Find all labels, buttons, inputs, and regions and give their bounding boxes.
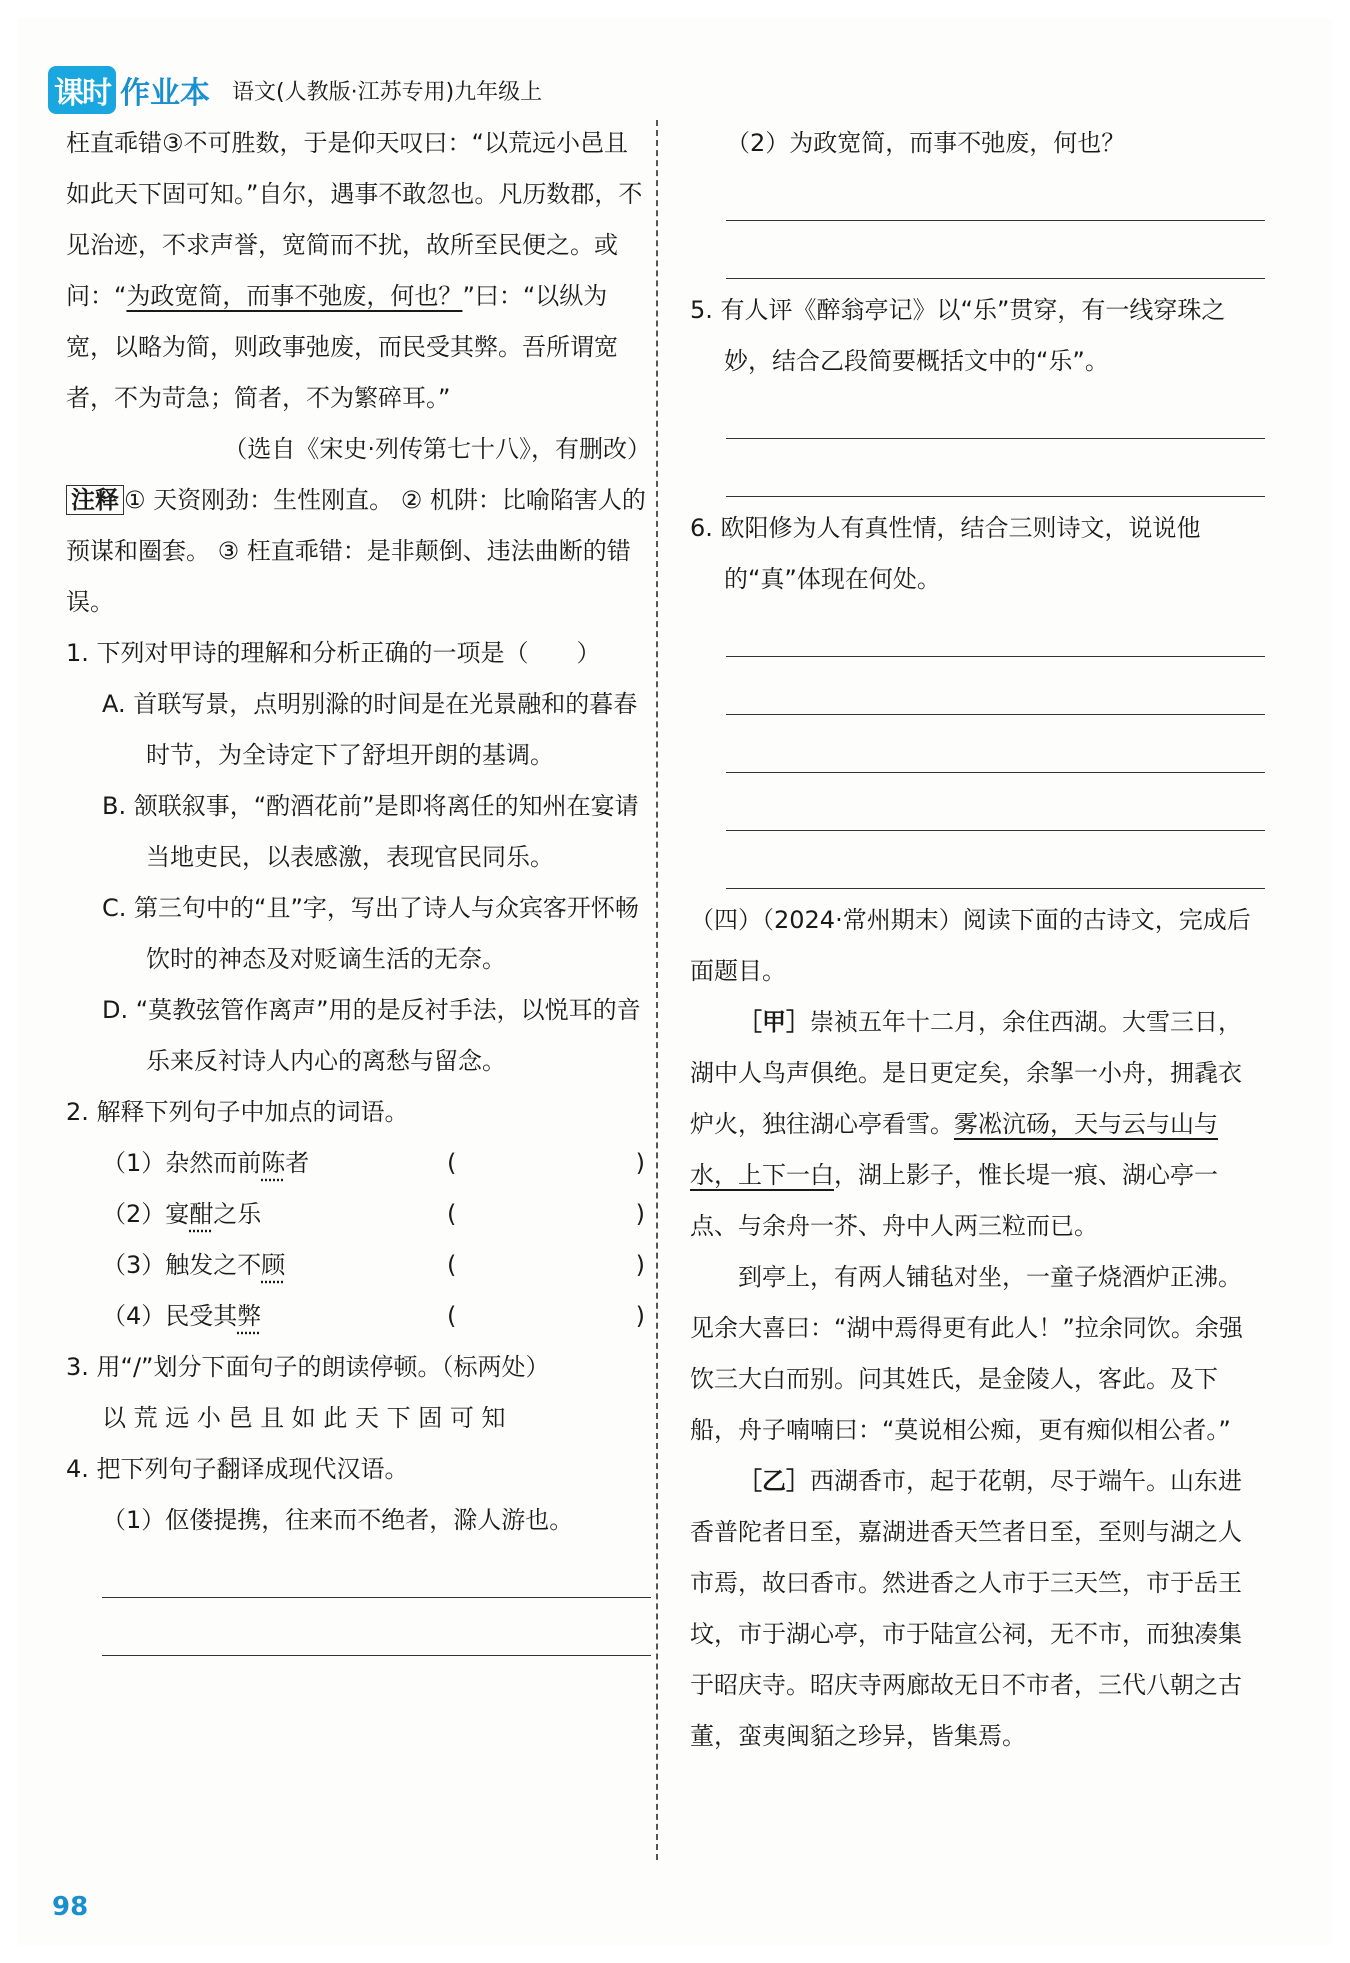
answer-line[interactable] — [726, 779, 1265, 831]
yi-tag: ［乙］ — [738, 1467, 810, 1495]
q2-item: （4）民受其弊 ( ) — [66, 1291, 651, 1342]
q1-option-b[interactable]: B. 颔联叙事，“酌酒花前”是即将离任的知州在宴请当地吏民，以表感激，表现官民同乐。 — [102, 792, 639, 871]
logo-box: 课时 — [48, 66, 116, 114]
answer-line[interactable] — [726, 445, 1265, 497]
answer-line[interactable] — [726, 605, 1265, 657]
right-column — [690, 118, 1265, 1762]
answer-blank[interactable]: ( ) — [447, 1302, 645, 1330]
notes: 注释 ① 天资刚劲：生性刚直。 ② 机阱：比喻陷害人的预谋和圈套。 ③ 枉直乖错：是非颠倒、违法曲断的错误。 — [66, 486, 646, 616]
left-column — [66, 118, 651, 1662]
question-5: 5. 有人评《醉翁亭记》以“乐”贯穿，有一线穿珠之妙，结合乙段简要概括文中的“乐”。 — [690, 296, 1226, 375]
underlined-sentence: 雾凇沆砀，天与云与山与水，上下一白 — [690, 1110, 1218, 1189]
q1-option-d[interactable]: D. “莫教弦管作离声”用的是反衬手法，以悦耳的音乐来反衬诗人内心的离愁与留念。 — [102, 996, 641, 1075]
page-number: 98 — [52, 1892, 89, 1922]
answer-line[interactable] — [726, 169, 1265, 221]
column-divider — [656, 120, 658, 1860]
answer-line[interactable] — [726, 837, 1265, 889]
answer-blank[interactable]: ( ) — [447, 1251, 645, 1279]
passage-jia: ［甲］崇祯五年十二月，余住西湖。大雪三日，湖中人鸟声俱绝。是日更定矣，余挐一小舟，拥毳衣炉火，独往湖心亭看雪。雾凇沆砀，天与云与山与水，上下一白，湖上影子，惟长堤一痕、湖心亭一点、与余舟一芥、舟中人两三粒而已。 — [690, 1008, 1242, 1240]
question-6: 6. 欧阳修为人有真性情，结合三则诗文，说说他的“真”体现在何处。 — [690, 514, 1201, 593]
answer-line[interactable] — [102, 1546, 651, 1598]
q3-sentence[interactable]: 以 荒 远 小 邑 且 如 此 天 下 固 可 知 — [102, 1404, 506, 1432]
q2-item: （2）宴酣之乐 ( ) — [66, 1189, 651, 1240]
answer-line[interactable] — [726, 721, 1265, 773]
note-tag: 注释 — [66, 485, 124, 515]
logo-word: 作业本 — [120, 76, 210, 111]
q2-item: （3）触发之不顾 ( ) — [66, 1240, 651, 1291]
passage-jia-2: 到亭上，有两人铺毡对坐，一童子烧酒炉正沸。见余大喜曰：“湖中焉得更有此人！”拉余同饮。余强饮三大白而别。问其姓氏，是金陵人，客此。及下船，舟子喃喃曰：“莫说相公痴，更有痴似相公者。” — [690, 1263, 1243, 1444]
answer-line[interactable] — [726, 227, 1265, 279]
q4-item-1: （1）伛偻提携，往来而不绝者，滁人游也。 — [102, 1506, 574, 1534]
q2-item: （1）杂然而前陈者 ( ) — [66, 1138, 651, 1189]
question-2: 2. 解释下列句子中加点的词语。 — [66, 1098, 409, 1126]
page-header — [48, 68, 542, 112]
underlined-sentence: 为政宽简，而事不弛废，何也？ — [126, 282, 463, 310]
passage-text: 枉直乖错③不可胜数，于是仰天叹曰：“以荒远小邑且如此天下固可知。”自尔，遇事不敢忽也。凡历数郡，不见治迹，不求声誉，宽简而不扰，故所至民便之。或问：“为政宽简，而事不弛废，何也？”曰：“以纵为宽，以略为简，则政事弛废，而民受其弊。吾所谓宽者，不为苛急；简者，不为繁碎耳。” — [66, 129, 643, 412]
q1-option-c[interactable]: C. 第三句中的“且”字，写出了诗人与众宾客开怀畅饮时的神态及对贬谪生活的无奈。 — [102, 894, 639, 973]
source-citation: （选自《宋史·列传第七十八》，有删改） — [223, 435, 651, 463]
section-4-heading: （四）（2024·常州期末）阅读下面的古诗文，完成后面题目。 — [690, 906, 1251, 985]
q4-item-2: （2）为政宽简，而事不弛废，何也？ — [726, 129, 1126, 157]
passage-yi: ［乙］西湖香市，起于花朝，尽于端午。山东进香普陀者日至，嘉湖进香天竺者日至，至则与湖之人市焉，故曰香市。然进香之人市于三天竺，市于岳王坟，市于湖心亭，市于陆宣公祠，无不市，而独凑集于昭庆寺。昭庆寺两廊故无日不市者，三代八朝之古董，蛮夷闽貊之珍异，皆集焉。 — [690, 1467, 1242, 1750]
question-4: 4. 把下列句子翻译成现代汉语。 — [66, 1455, 409, 1483]
answer-line[interactable] — [102, 1604, 651, 1656]
question-3: 3. 用“/”划分下面句子的朗读停顿。（标两处） — [66, 1353, 550, 1381]
question-1: 1. 下列对甲诗的理解和分析正确的一项是（ ） — [66, 639, 601, 667]
q1-option-a[interactable]: A. 首联写景，点明别滁的时间是在光景融和的暮春时节，为全诗定下了舒坦开朗的基调。 — [102, 690, 638, 769]
jia-tag: ［甲］ — [738, 1008, 810, 1036]
answer-blank[interactable]: ( ) — [447, 1200, 645, 1228]
answer-line[interactable] — [726, 387, 1265, 439]
logo — [48, 69, 210, 111]
answer-blank[interactable]: ( ) — [447, 1149, 645, 1177]
answer-line[interactable] — [726, 663, 1265, 715]
subject-title: 语文(人教版·江苏专用)九年级上 — [232, 79, 543, 105]
